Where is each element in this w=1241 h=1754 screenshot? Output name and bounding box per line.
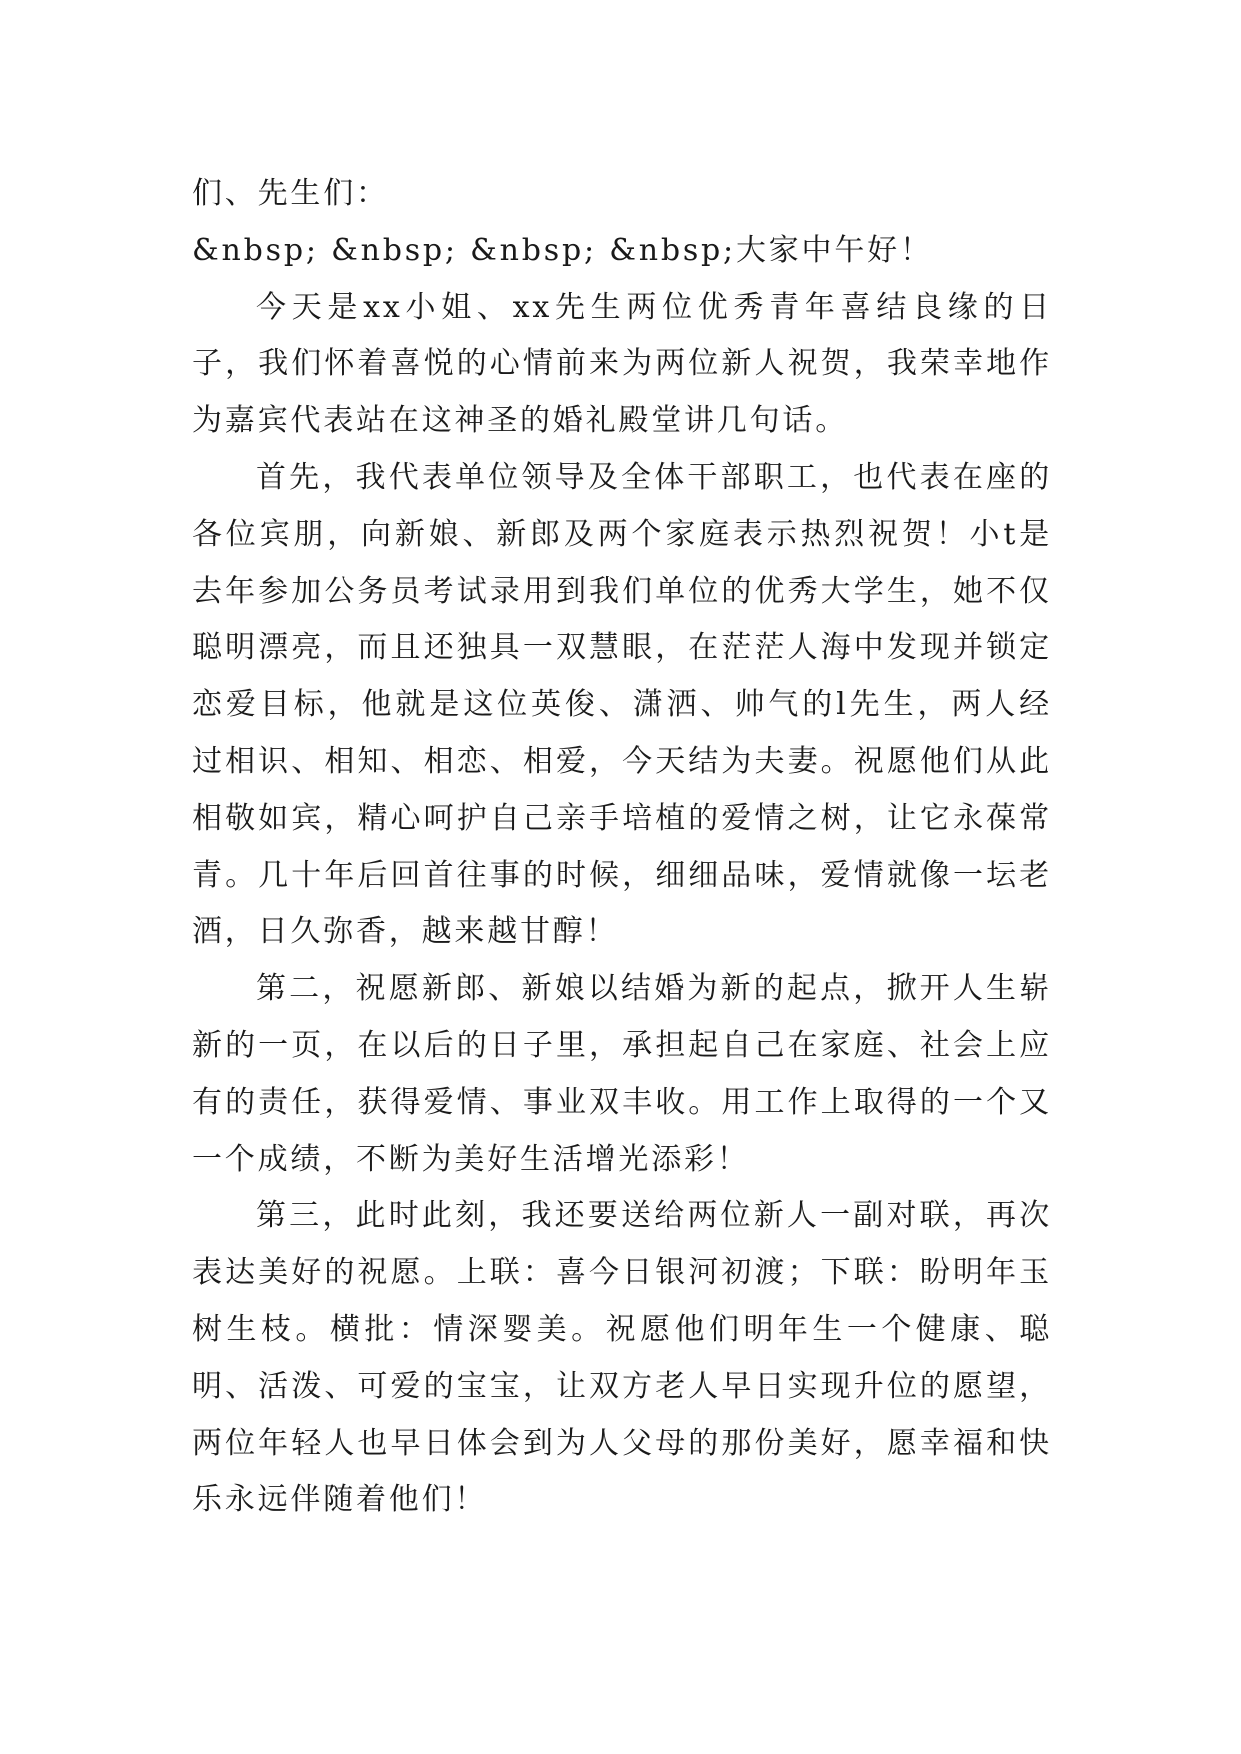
document-body <box>192 166 1052 1529</box>
salutation-line: &nbsp; &nbsp; &nbsp; &nbsp;大家中午好！ <box>192 232 933 268</box>
second-point-paragraph: 第二，祝愿新郎、新娘以结婚为新的起点，掀开人生崭新的一页，在以后的日子里，承担起自己在家庭、社会上应有的责任，获得爱情、事业双丰收。用工作上取得的一个又一个成绩，不断为美好生活增光添彩！ <box>192 971 1052 1177</box>
intro-paragraph: 今天是xx小姐、xx先生两位优秀青年喜结良缘的日子，我们怀着喜悦的心情前来为两位新人祝贺，我荣幸地作为嘉宾代表站在这神圣的婚礼殿堂讲几句话。 <box>192 289 1052 439</box>
greeting-line: 们、先生们： <box>192 176 389 211</box>
first-point-paragraph: 首先，我代表单位领导及全体干部职工，也代表在座的各位宾朋，向新娘、新郎及两个家庭表示热烈祝贺！小t是去年参加公务员考试录用到我们单位的优秀大学生，她不仅聪明漂亮，而且还独具一双慧眼，在茫茫人海中发现并锁定恋爱目标，他就是这位英俊、潇洒、帅气的l先生，两人经过相识、相知、相恋、相爱，今天结为夫妻。祝愿他们从此相敬如宾，精心呵护自己亲手培植的爱情之树，让它永葆常青。几十年后回首往事的时候，细细品味，爱情就像一坛老酒，日久弥香，越来越甘醇！ <box>192 459 1052 950</box>
third-point-paragraph: 第三，此时此刻，我还要送给两位新人一副对联，再次表达美好的祝愿。上联：喜今日银河初渡；下联：盼明年玉树生枝。横批：情深婴美。祝愿他们明年生一个健康、聪明、活泼、可爱的宝宝，让双方老人早日实现升位的愿望，两位年轻人也早日体会到为人父母的那份美好，愿幸福和快乐永远伴随着他们！ <box>192 1198 1052 1518</box>
